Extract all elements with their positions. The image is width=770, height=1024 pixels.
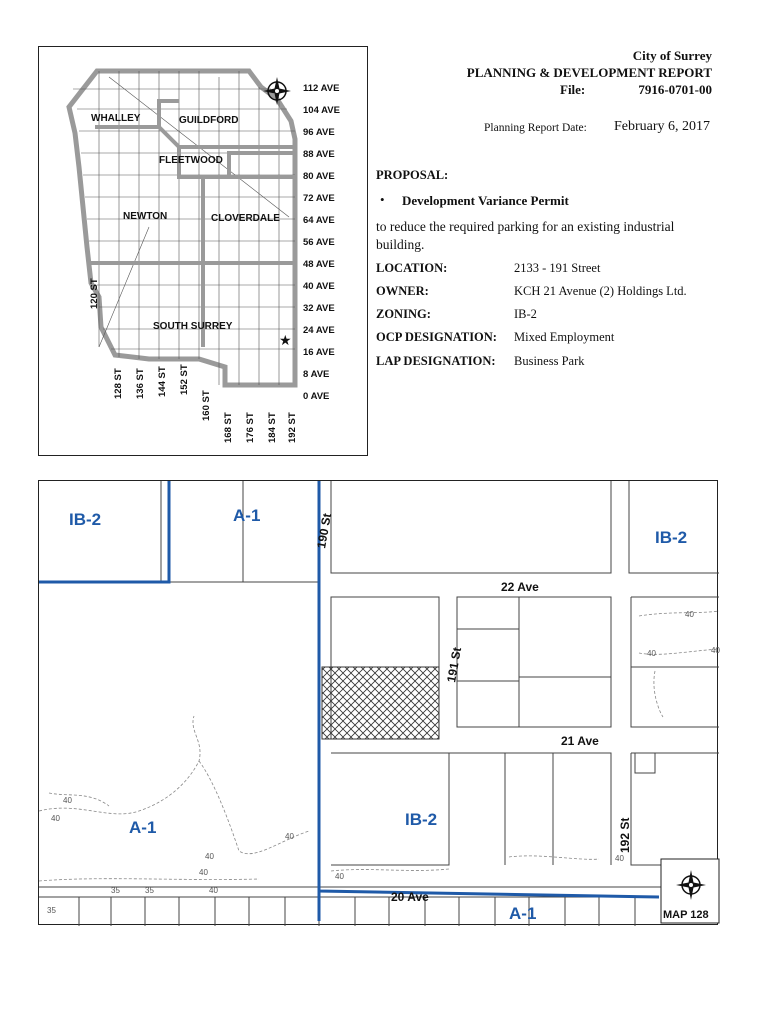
avenue-label: 104 AVE bbox=[303, 105, 340, 116]
street-label: 144 ST bbox=[157, 366, 168, 397]
contour-label: 40 bbox=[205, 852, 214, 861]
avenue-label: 32 AVE bbox=[303, 303, 335, 314]
avenue-label: 56 AVE bbox=[303, 237, 335, 248]
avenue-label: 8 AVE bbox=[303, 369, 330, 380]
contour-label: 40 bbox=[51, 814, 60, 823]
avenue-label: 24 AVE bbox=[303, 325, 335, 336]
contour-label: 40 bbox=[63, 796, 72, 805]
subject-site bbox=[322, 667, 439, 739]
site-location-star-icon: ★ bbox=[279, 333, 292, 349]
proposal-bullet: Development Variance Permit bbox=[402, 193, 569, 208]
contour-label: 40 bbox=[335, 872, 344, 881]
location-label: LOCATION: bbox=[376, 261, 448, 275]
avenue-label: 0 AVE bbox=[303, 391, 330, 402]
report-date-value: February 6, 2017 bbox=[614, 119, 711, 134]
road-label-20-ave: 20 Ave bbox=[391, 890, 429, 904]
contour-label: 40 bbox=[285, 832, 294, 841]
contour-label: 35 bbox=[47, 906, 56, 915]
district-label-south-surrey: SOUTH SURREY bbox=[153, 321, 233, 332]
contour-label: 40 bbox=[685, 610, 694, 619]
ocp-designation-value: Mixed Employment bbox=[514, 330, 615, 344]
road-label-21-ave: 21 Ave bbox=[561, 734, 599, 748]
contour-label: 35 bbox=[111, 886, 120, 895]
district-label-guildford: GUILDFORD bbox=[179, 115, 239, 126]
report-title: PLANNING & DEVELOPMENT REPORT bbox=[466, 65, 712, 80]
district-label-newton: NEWTON bbox=[123, 211, 168, 222]
key-map bbox=[38, 46, 368, 456]
zone-label-a1: A-1 bbox=[509, 904, 537, 923]
location-value: 2133 - 191 Street bbox=[514, 261, 601, 275]
contour-label: 40 bbox=[647, 649, 656, 658]
avenue-label: 48 AVE bbox=[303, 259, 335, 270]
contour-label: 35 bbox=[145, 886, 154, 895]
zone-label-ib2: IB-2 bbox=[405, 810, 438, 829]
avenue-label: 16 AVE bbox=[303, 347, 335, 358]
district-label-cloverdale: CLOVERDALE bbox=[211, 213, 280, 224]
district-label-whalley: WHALLEY bbox=[91, 113, 141, 124]
lap-designation-label: LAP DESIGNATION: bbox=[376, 354, 496, 368]
contour-label: 40 bbox=[199, 868, 208, 877]
zone-label-ib2: IB-2 bbox=[69, 510, 102, 529]
road-label-191-st: 191 St bbox=[444, 646, 465, 684]
street-label: 168 ST bbox=[223, 412, 234, 443]
road-label-192-st: 192 St bbox=[618, 817, 632, 853]
owner-label: OWNER: bbox=[376, 284, 429, 298]
lap-designation-value: Business Park bbox=[514, 354, 585, 368]
compass-icon bbox=[263, 77, 291, 105]
zoning-label: ZONING: bbox=[376, 307, 431, 321]
avenue-label: 112 AVE bbox=[303, 83, 340, 94]
proposal-heading: PROPOSAL: bbox=[376, 168, 449, 182]
contour-label: 40 bbox=[615, 854, 624, 863]
file-number: 7916-0701-00 bbox=[638, 82, 712, 97]
site-map bbox=[38, 480, 718, 925]
street-label: 176 ST bbox=[245, 412, 256, 443]
avenue-label: 64 AVE bbox=[303, 215, 335, 226]
contour-label: 40 bbox=[209, 886, 218, 895]
road-label-22-ave: 22 Ave bbox=[501, 580, 539, 594]
road-label-190-st: 190 St bbox=[314, 512, 335, 550]
owner-value: KCH 21 Avenue (2) Holdings Ltd. bbox=[514, 284, 687, 298]
avenue-label: 88 AVE bbox=[303, 149, 335, 160]
zoning-value: IB-2 bbox=[514, 307, 537, 321]
street-label: 120 ST bbox=[89, 278, 100, 309]
street-label: 128 ST bbox=[113, 368, 124, 399]
map-number-label: MAP 128 bbox=[663, 909, 709, 921]
avenue-label: 80 AVE bbox=[303, 171, 335, 182]
street-label: 136 ST bbox=[135, 368, 146, 399]
avenue-label: 40 AVE bbox=[303, 281, 335, 292]
district-label-fleetwood: FLEETWOOD bbox=[159, 155, 223, 166]
ocp-designation-label: OCP DESIGNATION: bbox=[376, 330, 497, 344]
report-date-label: Planning Report Date: bbox=[484, 122, 587, 134]
avenue-label: 96 AVE bbox=[303, 127, 335, 138]
city-name: City of Surrey bbox=[632, 48, 712, 63]
zone-label-a1: A-1 bbox=[233, 506, 261, 525]
bullet-icon: • bbox=[380, 192, 385, 207]
proposal-description: to reduce the required parking for an existing industrial building. bbox=[376, 219, 675, 252]
street-label: 160 ST bbox=[201, 390, 212, 421]
zone-label-ib2: IB-2 bbox=[655, 528, 688, 547]
zone-label-a1: A-1 bbox=[129, 818, 157, 837]
street-label: 184 ST bbox=[267, 412, 278, 443]
contour-label: 40 bbox=[711, 646, 720, 655]
avenue-label: 72 AVE bbox=[303, 193, 335, 204]
file-label: File: bbox=[560, 82, 586, 97]
street-label: 152 ST bbox=[179, 364, 190, 395]
street-label: 192 ST bbox=[287, 412, 298, 443]
